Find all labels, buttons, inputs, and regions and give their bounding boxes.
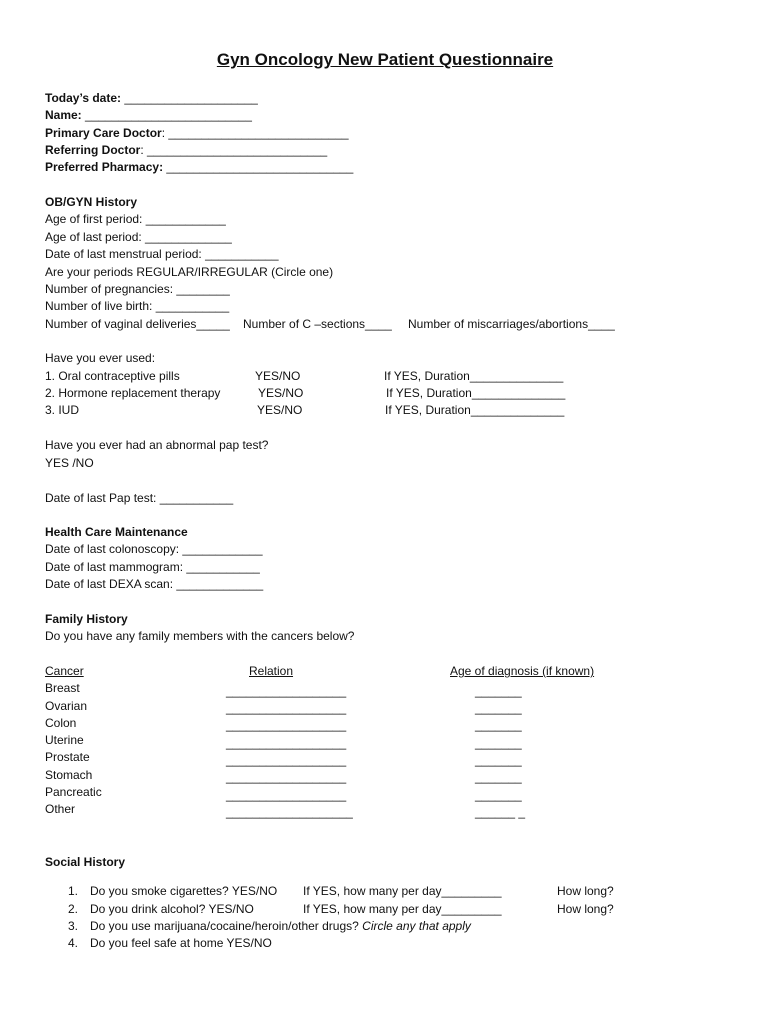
cancer-ovarian: Ovarian: [45, 699, 88, 713]
hormone-therapy-item: 2. Hormone replacement therapy: [45, 386, 221, 400]
smoke-question[interactable]: Do you smoke cigarettes? YES/NO: [90, 884, 278, 898]
safe-at-home-question[interactable]: Do you feel safe at home YES/NO: [90, 936, 272, 950]
age-field[interactable]: _______: [475, 736, 522, 750]
relation-field[interactable]: __________________: [226, 736, 347, 750]
c-sections-field[interactable]: Number of C –sections____: [243, 317, 392, 331]
relation-column-header: Relation: [249, 664, 294, 678]
iud-answer[interactable]: YES/NO: [257, 403, 303, 417]
field-blank: : ___________________________: [161, 126, 349, 140]
drugs-instruction: Circle any that apply: [362, 919, 471, 933]
field-label: Today’s date:: [45, 91, 122, 105]
maintenance-heading: Health Care Maintenance: [45, 525, 188, 539]
pregnancies-field[interactable]: Number of pregnancies: ________: [45, 282, 230, 296]
list-number: 1.: [67, 884, 78, 898]
page-title: Gyn Oncology New Patient Questionnaire: [216, 50, 554, 69]
age-first-period-field[interactable]: Age of first period: ____________: [45, 212, 226, 226]
last-dexa-field[interactable]: Date of last DEXA scan: _____________: [45, 577, 264, 591]
field-label: Primary Care Doctor: [45, 126, 162, 140]
relation-field[interactable]: __________________: [226, 701, 347, 715]
age-field[interactable]: _______: [475, 753, 522, 767]
alcohol-per-day-field[interactable]: If YES, how many per day_________: [303, 902, 502, 916]
relation-field[interactable]: ___________________: [226, 805, 353, 819]
field-blank: _________________________: [81, 108, 252, 122]
hormone-therapy-answer[interactable]: YES/NO: [258, 386, 304, 400]
relation-field[interactable]: __________________: [226, 753, 347, 767]
last-colonoscopy-field[interactable]: Date of last colonoscopy: ____________: [45, 542, 263, 556]
iud-duration-field[interactable]: If YES, Duration______________: [385, 403, 565, 417]
alcohol-question[interactable]: Do you drink alcohol? YES/NO: [90, 902, 254, 916]
cancer-pancreatic: Pancreatic: [45, 785, 102, 799]
field-blank: ____________________: [121, 91, 258, 105]
field-label: Name:: [45, 108, 82, 122]
live-births-field[interactable]: Number of live birth: ___________: [45, 299, 230, 313]
relation-field[interactable]: __________________: [226, 788, 347, 802]
family-history-question: Do you have any family members with the cancers below?: [45, 629, 355, 643]
age-column-header: Age of diagnosis (if known): [450, 664, 595, 678]
age-field[interactable]: _______: [475, 684, 522, 698]
oral-contraceptive-item: 1. Oral contraceptive pills: [45, 369, 180, 383]
drugs-question-text: Do you use marijuana/cocaine/heroin/other drugs?: [90, 919, 363, 933]
ever-used-question: Have you ever used:: [45, 351, 156, 365]
iud-item: 3. IUD: [45, 403, 80, 417]
cancer-uterine: Uterine: [45, 733, 84, 747]
oral-contraceptive-duration-field[interactable]: If YES, Duration______________: [384, 369, 564, 383]
abnormal-pap-question: Have you ever had an abnormal pap test?: [45, 438, 269, 452]
field-label: Preferred Pharmacy:: [45, 160, 164, 174]
primary-care-doctor-field[interactable]: [45, 125, 349, 141]
smoke-how-long-field[interactable]: How long?: [557, 884, 614, 898]
age-field[interactable]: ______ _: [475, 805, 526, 819]
field-blank: ____________________________: [163, 160, 354, 174]
list-number: 3.: [67, 919, 78, 933]
cancer-prostate: Prostate: [45, 750, 90, 764]
alcohol-how-long-field[interactable]: How long?: [557, 902, 614, 916]
todays-date-field[interactable]: [45, 90, 258, 106]
family-history-heading: Family History: [45, 612, 128, 626]
cancer-stomach: Stomach: [45, 768, 93, 782]
periods-regularity-question[interactable]: Are your periods REGULAR/IRREGULAR (Circle one): [45, 265, 334, 279]
age-field[interactable]: _______: [475, 788, 522, 802]
cancer-breast: Breast: [45, 681, 80, 695]
list-number: 4.: [67, 936, 78, 950]
name-field[interactable]: [45, 107, 252, 123]
oral-contraceptive-answer[interactable]: YES/NO: [255, 369, 301, 383]
cancer-other: Other: [45, 802, 76, 816]
hormone-therapy-duration-field[interactable]: If YES, Duration______________: [386, 386, 566, 400]
field-blank: : ___________________________: [140, 143, 328, 157]
last-mammogram-field[interactable]: Date of last mammogram: ___________: [45, 560, 260, 574]
age-field[interactable]: _______: [475, 770, 522, 784]
last-menstrual-period-field[interactable]: Date of last menstrual period: ___________: [45, 247, 279, 261]
drugs-question[interactable]: [90, 918, 471, 934]
age-last-period-field[interactable]: Age of last period: _____________: [45, 230, 232, 244]
field-label: Referring Doctor: [45, 143, 141, 157]
vaginal-deliveries-field[interactable]: Number of vaginal deliveries_____: [45, 317, 230, 331]
smoke-per-day-field[interactable]: If YES, how many per day_________: [303, 884, 502, 898]
referring-doctor-field[interactable]: [45, 142, 327, 158]
obgyn-heading: OB/GYN History: [45, 195, 138, 209]
cancer-colon: Colon: [45, 716, 77, 730]
relation-field[interactable]: __________________: [226, 684, 347, 698]
list-number: 2.: [67, 902, 78, 916]
miscarriages-field[interactable]: Number of miscarriages/abortions____: [408, 317, 615, 331]
relation-field[interactable]: __________________: [226, 770, 347, 784]
age-field[interactable]: _______: [475, 718, 522, 732]
preferred-pharmacy-field[interactable]: [45, 159, 353, 175]
abnormal-pap-answer[interactable]: YES /NO: [45, 456, 94, 470]
relation-field[interactable]: __________________: [226, 718, 347, 732]
social-history-heading: Social History: [45, 855, 126, 869]
cancer-column-header: Cancer: [45, 664, 84, 678]
age-field[interactable]: _______: [475, 701, 522, 715]
last-pap-test-field[interactable]: Date of last Pap test: ___________: [45, 491, 234, 505]
